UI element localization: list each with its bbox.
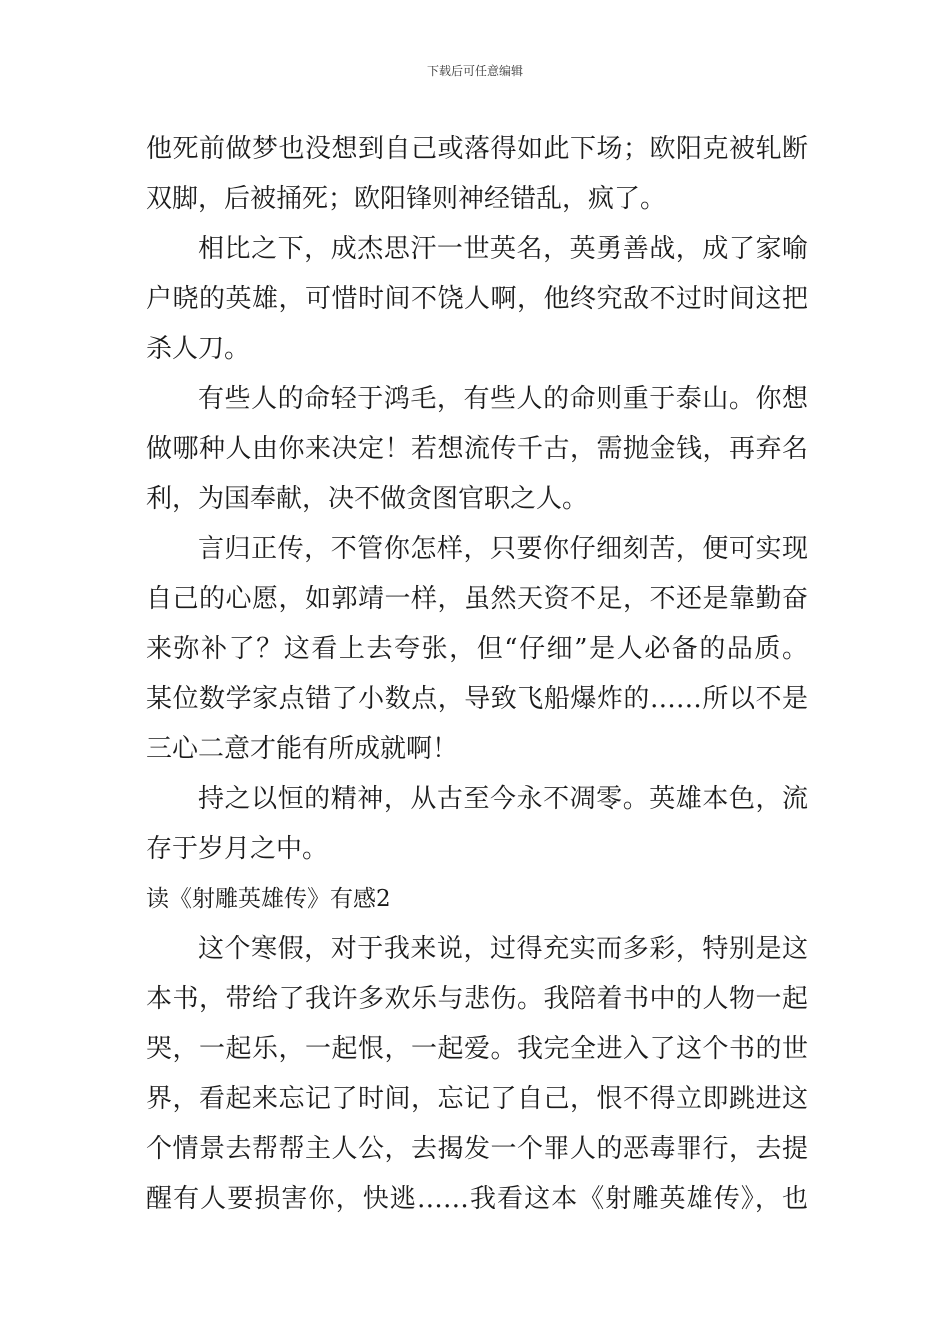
text-line: 哭，一起乐，一起恨，一起爱。我完全进入了这个书的世 [146,1034,808,1064]
text-line: 双脚，后被捅死；欧阳锋则神经错乱，疯了。 [146,184,667,214]
text-line: 户晓的英雄，可惜时间不饶人啊，他终究敌不过时间这把 [146,284,808,314]
text-line: 个情景去帮帮主人公，去揭发一个罪人的恶毒罪行，去提 [146,1134,808,1164]
text-line: 某位数学家点错了小数点，导致飞船爆炸的……所以不是 [146,684,808,714]
text-line: 这个寒假，对于我来说，过得充实而多彩，特别是这 [198,934,808,964]
text-line: 本书，带给了我许多欢乐与悲伤。我陪着书中的人物一起 [146,984,808,1014]
paragraph [146,124,808,224]
text-line: 做哪种人由你来决定！若想流传千古，需抛金钱，再弃名 [146,434,808,464]
text-line: 他死前做梦也没想到自己或落得如此下场；欧阳克被轧断 [146,134,808,164]
text-line: 存于岁月之中。 [146,834,329,864]
text-line: 界，看起来忘记了时间，忘记了自己，恨不得立即跳进这 [146,1084,808,1114]
text-line: 言归正传，不管你怎样，只要你仔细刻苦，便可实现 [198,534,808,564]
text-line: 三心二意才能有所成就啊！ [146,734,459,764]
text-line: 来弥补了？这看上去夸张，但“仔细”是人必备的品质。 [146,634,808,664]
text-line: 醒有人要损害你，快逃……我看这本《射雕英雄传》，也 [146,1184,808,1214]
paragraph [146,374,808,524]
paragraph [146,924,808,1224]
text-line: 自己的心愿，如郭靖一样，虽然天资不足，不还是靠勤奋 [146,584,808,614]
text-line: 杀人刀。 [146,334,251,364]
text-line: 利，为国奉献，决不做贪图官职之人。 [146,484,589,514]
text-line: 有些人的命轻于鸿毛，有些人的命则重于泰山。你想 [198,384,808,414]
page-header: 下载后可任意编辑 [426,64,523,78]
paragraph [146,774,808,874]
document-body [146,124,808,1224]
paragraph [146,524,808,774]
text-line: 相比之下，成杰思汗一世英名，英勇善战，成了家喻 [198,234,808,264]
section-title: 读《射雕英雄传》有感2 [146,886,391,912]
paragraph [146,224,808,374]
text-line: 持之以恒的精神，从古至今永不凋零。英雄本色，流 [198,784,808,814]
